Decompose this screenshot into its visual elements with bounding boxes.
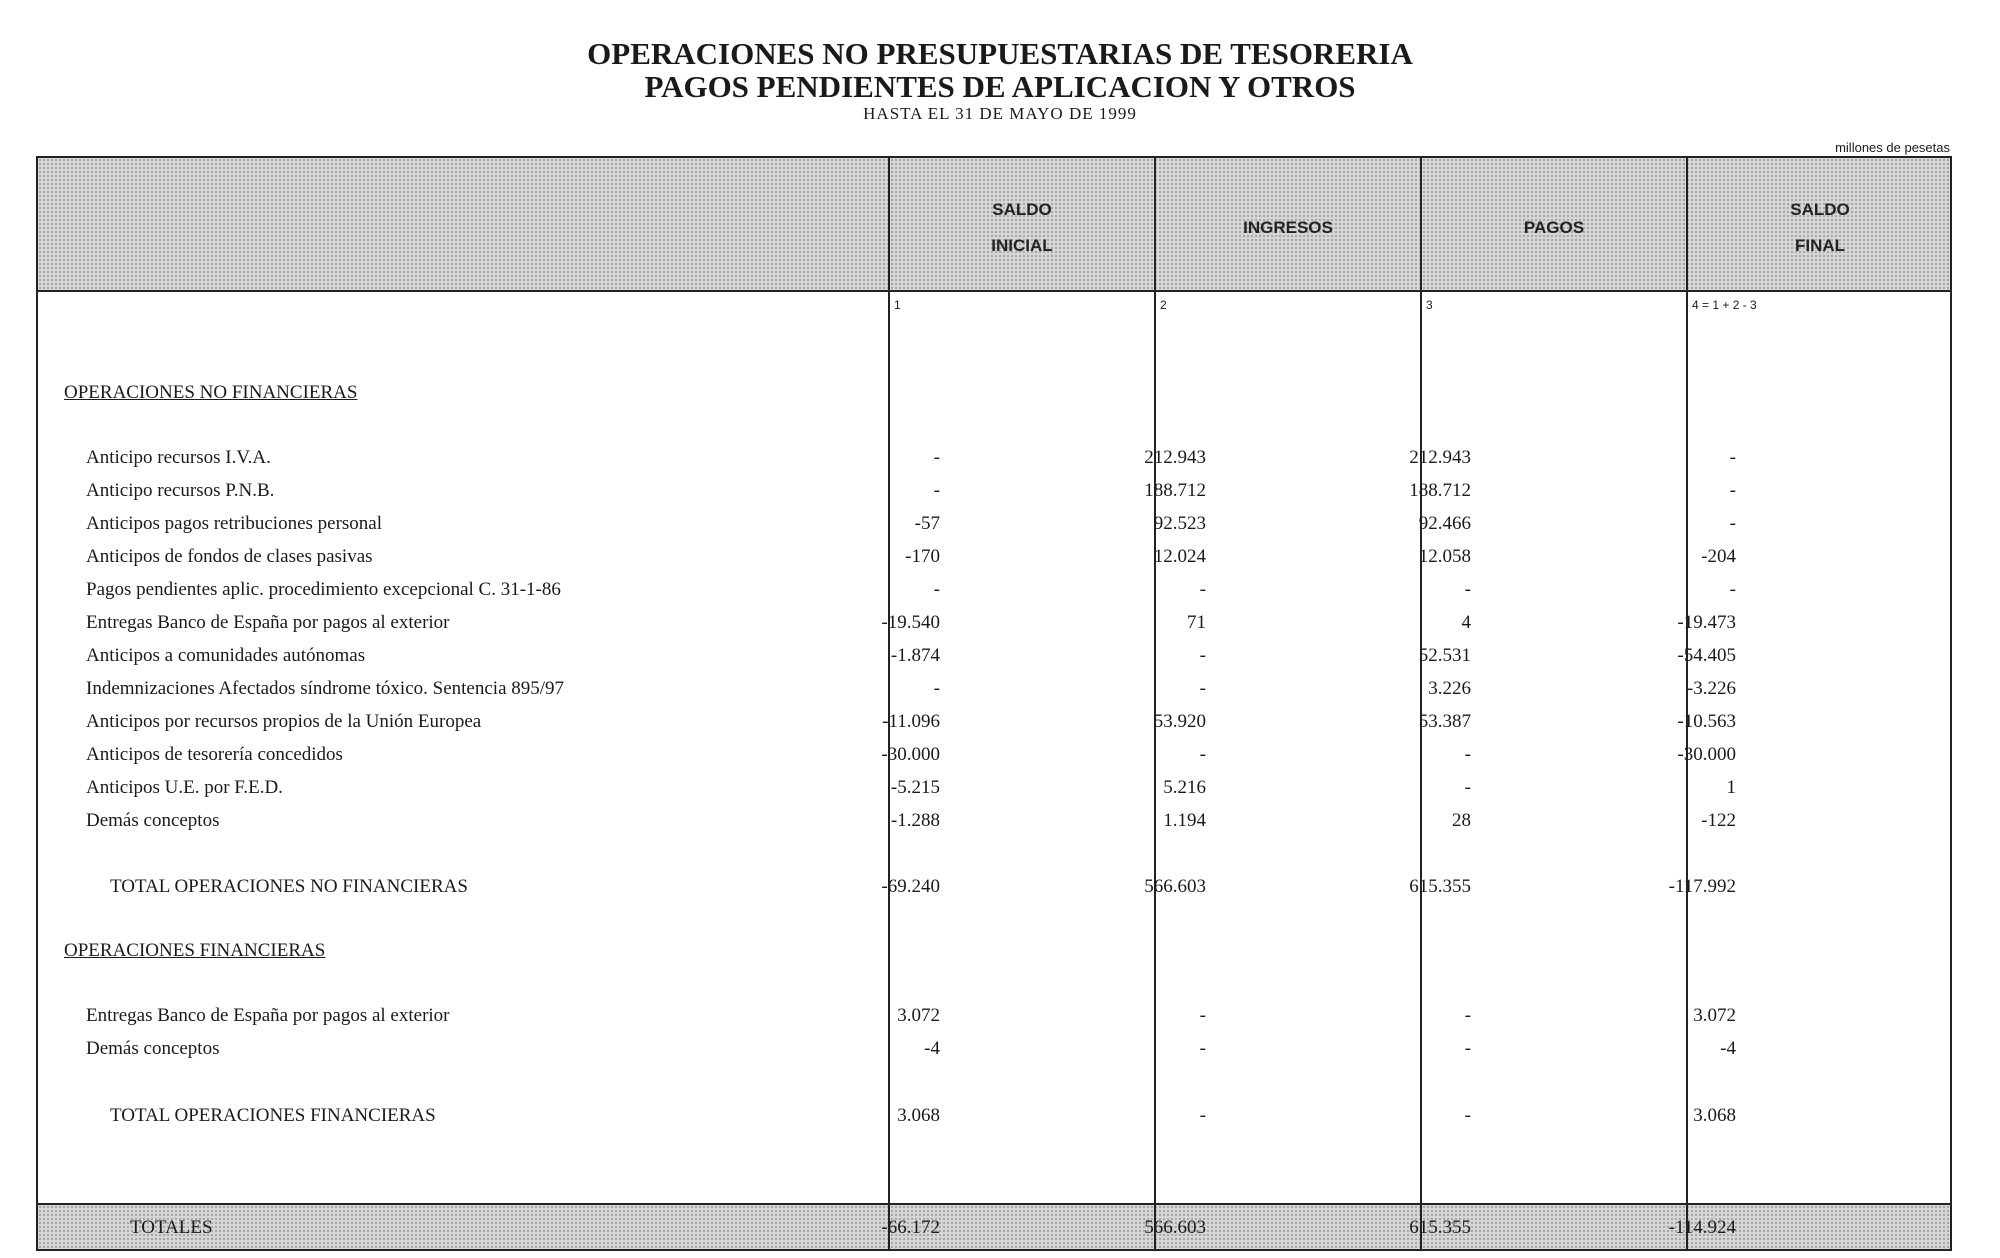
pagos-value: - — [1464, 777, 1471, 798]
saldo-inicial-value: 3.068 — [897, 1105, 940, 1126]
saldo-final-value: -54.405 — [1677, 645, 1736, 666]
saldo-inicial-value: -69.240 — [881, 876, 940, 897]
col-header-line: SALDO — [1790, 200, 1850, 219]
units-note: millones de pesetas — [1835, 140, 1950, 155]
saldo-inicial-value: -170 — [905, 546, 940, 567]
table-row — [38, 740, 1950, 770]
row-label: Anticipos pagos retribuciones personal — [86, 513, 383, 534]
col-header-ingresos — [1156, 188, 1420, 268]
row-label: TOTALES — [130, 1217, 213, 1238]
report-subtitle: PAGOS PENDIENTES DE APLICACION Y OTROS — [644, 69, 1356, 104]
column-number: 3 — [1426, 298, 1433, 312]
pagos-value: - — [1464, 579, 1471, 600]
table-row — [38, 509, 1950, 539]
treasury-table — [36, 156, 1952, 1251]
saldo-final-value: 3.072 — [1693, 1005, 1736, 1026]
section-title: OPERACIONES NO FINANCIERAS — [64, 382, 358, 403]
section-heading — [38, 378, 1950, 408]
row-label: Indemnizaciones Afectados síndrome tóxico. Sentencia 895/97 — [86, 678, 565, 699]
table-row — [38, 608, 1950, 638]
pagos-value: 12.058 — [1418, 546, 1471, 567]
saldo-final-value: - — [1729, 480, 1736, 501]
table-row — [38, 707, 1950, 737]
saldo-inicial-value: -57 — [914, 513, 940, 534]
pagos-value: - — [1464, 1105, 1471, 1126]
saldo-inicial-value: -19.540 — [881, 612, 940, 633]
saldo-final-value: -3.226 — [1686, 678, 1736, 699]
row-label: Anticipos U.E. por F.E.D. — [86, 777, 283, 798]
saldo-inicial-value: - — [933, 678, 940, 699]
table-row — [38, 773, 1950, 803]
saldo-final-value: -204 — [1701, 546, 1736, 567]
row-label: Anticipos de fondos de clases pasivas — [86, 546, 373, 567]
row-label: Anticipos de tesorería concedidos — [86, 744, 343, 765]
pagos-value: 28 — [1452, 810, 1471, 831]
saldo-inicial-value: -66.172 — [881, 1217, 940, 1238]
saldo-final-value: -30.000 — [1677, 744, 1736, 765]
row-label: Entregas Banco de España por pagos al exterior — [86, 1005, 450, 1026]
row-label: Anticipo recursos I.V.A. — [86, 447, 271, 468]
col-header-line: INICIAL — [991, 236, 1053, 255]
ingresos-value: - — [1199, 1105, 1206, 1126]
pagos-value: 52.531 — [1418, 645, 1471, 666]
column-number: 2 — [1160, 298, 1167, 312]
saldo-final-value: 3.068 — [1693, 1105, 1736, 1126]
pagos-value: 615.355 — [1409, 876, 1471, 897]
row-label: Entregas Banco de España por pagos al exterior — [86, 612, 450, 633]
ingresos-value: - — [1199, 1038, 1206, 1059]
pagos-value: 212.943 — [1409, 447, 1471, 468]
saldo-inicial-value: 3.072 — [897, 1005, 940, 1026]
ingresos-value: 53.920 — [1153, 711, 1206, 732]
table-row — [38, 806, 1950, 836]
pagos-value: 92.466 — [1418, 513, 1471, 534]
report-title: OPERACIONES NO PRESUPUESTARIAS DE TESORERIA — [587, 36, 1413, 71]
table-row — [38, 575, 1950, 605]
col-header-line: SALDO — [992, 200, 1052, 219]
saldo-inicial-value: -5.215 — [890, 777, 940, 798]
ingresos-value: 71 — [1187, 612, 1206, 633]
col-header-saldo-final — [1688, 188, 1952, 268]
col-header-pagos — [1422, 188, 1686, 268]
saldo-final-value: - — [1729, 513, 1736, 534]
saldo-final-value: -4 — [1720, 1038, 1736, 1059]
ingresos-value: - — [1199, 579, 1206, 600]
saldo-inicial-value: -1.288 — [890, 810, 940, 831]
saldo-inicial-value: -11.096 — [882, 711, 940, 732]
ingresos-value: - — [1199, 645, 1206, 666]
row-label: Anticipo recursos P.N.B. — [86, 480, 275, 501]
saldo-inicial-value: - — [933, 480, 940, 501]
table-row — [38, 674, 1950, 704]
pagos-value: 4 — [1461, 612, 1471, 633]
ingresos-value: - — [1199, 678, 1206, 699]
table-row — [38, 476, 1950, 506]
ingresos-value: 12.024 — [1153, 546, 1206, 567]
ingresos-value: 566.603 — [1144, 1217, 1206, 1238]
col-header-line: FINAL — [1794, 236, 1846, 255]
pagos-value: - — [1464, 1005, 1471, 1026]
section-heading — [38, 936, 1950, 966]
saldo-inicial-value: -1.874 — [890, 645, 940, 666]
col-header-saldo-inicial — [890, 188, 1154, 268]
table-row — [38, 1034, 1950, 1064]
row-label: TOTAL OPERACIONES FINANCIERAS — [110, 1105, 436, 1126]
saldo-final-value: - — [1729, 579, 1736, 600]
pagos-value: 615.355 — [1409, 1217, 1471, 1238]
ingresos-value: 92.523 — [1153, 513, 1206, 534]
row-label: Anticipos a comunidades autónomas — [86, 645, 366, 666]
row-label: TOTAL OPERACIONES NO FINANCIERAS — [110, 876, 468, 897]
row-label: Pagos pendientes aplic. procedimiento excepcional C. 31-1-86 — [86, 579, 561, 600]
ingresos-value: 5.216 — [1163, 777, 1206, 798]
ingresos-value: 1.194 — [1163, 810, 1206, 831]
col-header-line: INGRESOS — [1243, 218, 1333, 237]
saldo-inicial-value: -30.000 — [881, 744, 940, 765]
column-number: 4 = 1 + 2 - 3 — [1692, 298, 1757, 312]
row-label: Anticipos por recursos propios de la Unión Europea — [86, 711, 482, 732]
row-label: Demás conceptos — [86, 810, 220, 831]
pagos-value: - — [1464, 744, 1471, 765]
row-label: Demás conceptos — [86, 1038, 220, 1059]
pagos-value: 3.226 — [1428, 678, 1471, 699]
table-row — [38, 443, 1950, 473]
subtotal-row — [38, 872, 1950, 902]
ingresos-value: 212.943 — [1144, 447, 1206, 468]
saldo-final-value: -117.992 — [1668, 876, 1736, 897]
saldo-inicial-value: - — [933, 579, 940, 600]
saldo-final-value: -10.563 — [1677, 711, 1736, 732]
saldo-final-value: -122 — [1701, 810, 1736, 831]
saldo-final-value: - — [1729, 447, 1736, 468]
pagos-value: 53.387 — [1418, 711, 1471, 732]
table-row — [38, 641, 1950, 671]
pagos-value: 188.712 — [1409, 480, 1471, 501]
subtotal-row — [38, 1101, 1950, 1131]
pagos-value: - — [1464, 1038, 1471, 1059]
grand-total-row — [38, 1213, 1950, 1243]
saldo-final-value: 1 — [1726, 777, 1736, 798]
column-number: 1 — [894, 298, 901, 312]
section-title: OPERACIONES FINANCIERAS — [64, 940, 326, 961]
table-row — [38, 542, 1950, 572]
ingresos-value: 188.712 — [1144, 480, 1206, 501]
saldo-final-value: -19.473 — [1677, 612, 1736, 633]
ingresos-value: 566.603 — [1144, 876, 1206, 897]
report-date: HASTA EL 31 DE MAYO DE 1999 — [863, 104, 1137, 123]
ingresos-value: - — [1199, 744, 1206, 765]
ingresos-value: - — [1199, 1005, 1206, 1026]
col-header-line: PAGOS — [1523, 218, 1585, 237]
saldo-final-value: -114.924 — [1668, 1217, 1736, 1238]
saldo-inicial-value: - — [933, 447, 940, 468]
table-row — [38, 1001, 1950, 1031]
saldo-inicial-value: -4 — [924, 1038, 940, 1059]
